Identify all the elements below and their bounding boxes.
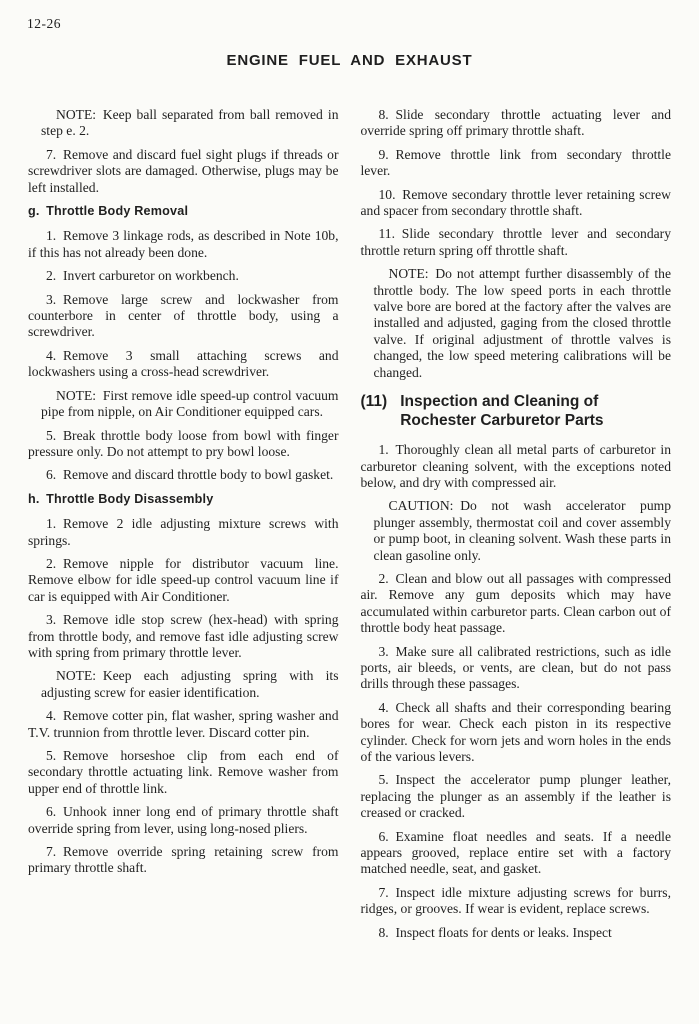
body-paragraph: 7. Remove and discard fuel sight plugs if threads or screwdriver slots are damaged. Otherwise, plugs may be left installed. xyxy=(28,146,339,195)
body-paragraph: 1. Remove 2 idle adjusting mixture screws with springs. xyxy=(28,516,339,548)
body-paragraph: 7. Remove override spring retaining screw from primary throttle shaft. xyxy=(28,844,339,876)
body-paragraph: 3. Remove idle stop screw (hex-head) with spring from throttle body, and remove fast idle adjusting screw with spring from primary throttle lever. xyxy=(28,612,339,660)
body-paragraph: 11. Slide secondary throttle lever and secondary throttle return spring off throttle shaft. xyxy=(360,226,671,258)
body-paragraph: 3. Remove large screw and lockwasher from counterbore in center of throttle body, using a screwdriver. xyxy=(28,291,339,340)
page-number: 12-26 xyxy=(27,16,61,31)
note-paragraph: CAUTION: Do not wash accelerator pump plunger assembly, thermostat coil and cover assembly or pump boot, in cleaning solvent. Wash these parts in clean gasoline only. xyxy=(373,498,671,563)
body-paragraph: 6. Remove and discard throttle body to bowl gasket. xyxy=(46,467,334,483)
page-title: ENGINE FUEL AND EXHAUST xyxy=(226,52,473,69)
body-paragraph: 2. Remove nipple for distributor vacuum line. Remove elbow for idle speed-up control vacuum line if car is equipped with Air Conditioner. xyxy=(28,555,339,604)
body-paragraph: 4. Remove 3 small attaching screws and lockwashers using a cross-head screwdriver. xyxy=(28,347,339,380)
body-paragraph: 7. Inspect idle mixture adjusting screws for burrs, ridges, or grooves. If wear is evident, replace screws. xyxy=(360,884,671,917)
body-paragraph: 2. Clean and blow out all passages with compressed air. Remove any gum deposits which may have accumulated within carburetor parts. Clean carbon out of throttle body heat passage. xyxy=(360,570,671,636)
body-paragraph: 8. Slide secondary throttle actuating lever and override spring off primary throttle shaft. xyxy=(360,107,671,139)
body-paragraph: 6. Unhook inner long end of primary throttle shaft override spring from lever, using long-nosed pliers. xyxy=(28,804,339,836)
body-paragraph: 9. Remove throttle link from secondary throttle lever. xyxy=(360,146,671,179)
note-paragraph: NOTE: Do not attempt further disassembly of the throttle body. The low speed ports in each throttle valve bore are bored at the factory after the valves are installed and adjusted, gaging from the closed throttle valve. If original adjustment of throttle valves is changed, the low speed metering calibrations will be changed. xyxy=(373,266,671,380)
body-paragraph: 5. Inspect the accelerator pump plunger leather, replacing the plunger as an assembly if the leather is creased or cracked. xyxy=(360,772,671,821)
sub-heading: h. Throttle Body Disassembly xyxy=(28,491,214,506)
right-column xyxy=(361,107,672,948)
section-title: Inspection and Cleaning of Rochester Carburetor Parts xyxy=(400,393,604,430)
body-paragraph: 1. Thoroughly clean all metal parts of carburetor in carburetor cleaning solvent, with the exceptions noted below, and dry with compressed air. xyxy=(360,442,671,490)
body-paragraph: 8. Inspect floats for dents or leaks. Inspect xyxy=(378,924,612,940)
sub-heading: g. Throttle Body Removal xyxy=(28,204,189,219)
left-column xyxy=(28,107,339,948)
body-paragraph: 2. Invert carburetor on workbench. xyxy=(46,268,239,284)
body-paragraph: 4. Remove cotter pin, flat washer, spring washer and T.V. trunnion from throttle lever. Discard cotter pin. xyxy=(28,708,339,740)
page-body xyxy=(0,107,699,948)
note-paragraph: NOTE: Keep ball separated from ball removed in step e. 2. xyxy=(41,107,339,139)
section-heading xyxy=(361,392,672,430)
body-paragraph: 6. Examine float needles and seats. If a needle appears grooved, replace entire set with a factory matched needle, seat, and gasket. xyxy=(360,828,671,877)
body-paragraph: 5. Remove horseshoe clip from each end of secondary throttle actuating link. Remove washer from upper end of throttle link. xyxy=(28,748,339,796)
body-paragraph: 4. Check all shafts and their corresponding bearing bores for wear. Check each piston in its respective cylinder. Check for worn jets and worn holes in the ends of the various levers. xyxy=(360,699,671,764)
body-paragraph: 3. Make sure all calibrated restrictions, such as idle ports, air bleeds, or vents, are clean, but do not pass drills through these passages. xyxy=(360,643,671,692)
body-paragraph: 5. Break throttle body loose from bowl with finger pressure only. Do not attempt to pry bowl loose. xyxy=(28,427,339,459)
section-number: (11) xyxy=(360,393,388,411)
body-paragraph: 1. Remove 3 linkage rods, as described in Note 10b, if this has not already been done. xyxy=(28,228,339,260)
note-paragraph: NOTE: Keep each adjusting spring with its adjusting screw for easier identification. xyxy=(41,668,339,700)
note-paragraph: NOTE: First remove idle speed-up control vacuum pipe from nipple, on Air Conditioner equipped cars. xyxy=(41,387,339,420)
body-paragraph: 10. Remove secondary throttle lever retaining screw and spacer from secondary throttle shaft. xyxy=(360,186,671,219)
